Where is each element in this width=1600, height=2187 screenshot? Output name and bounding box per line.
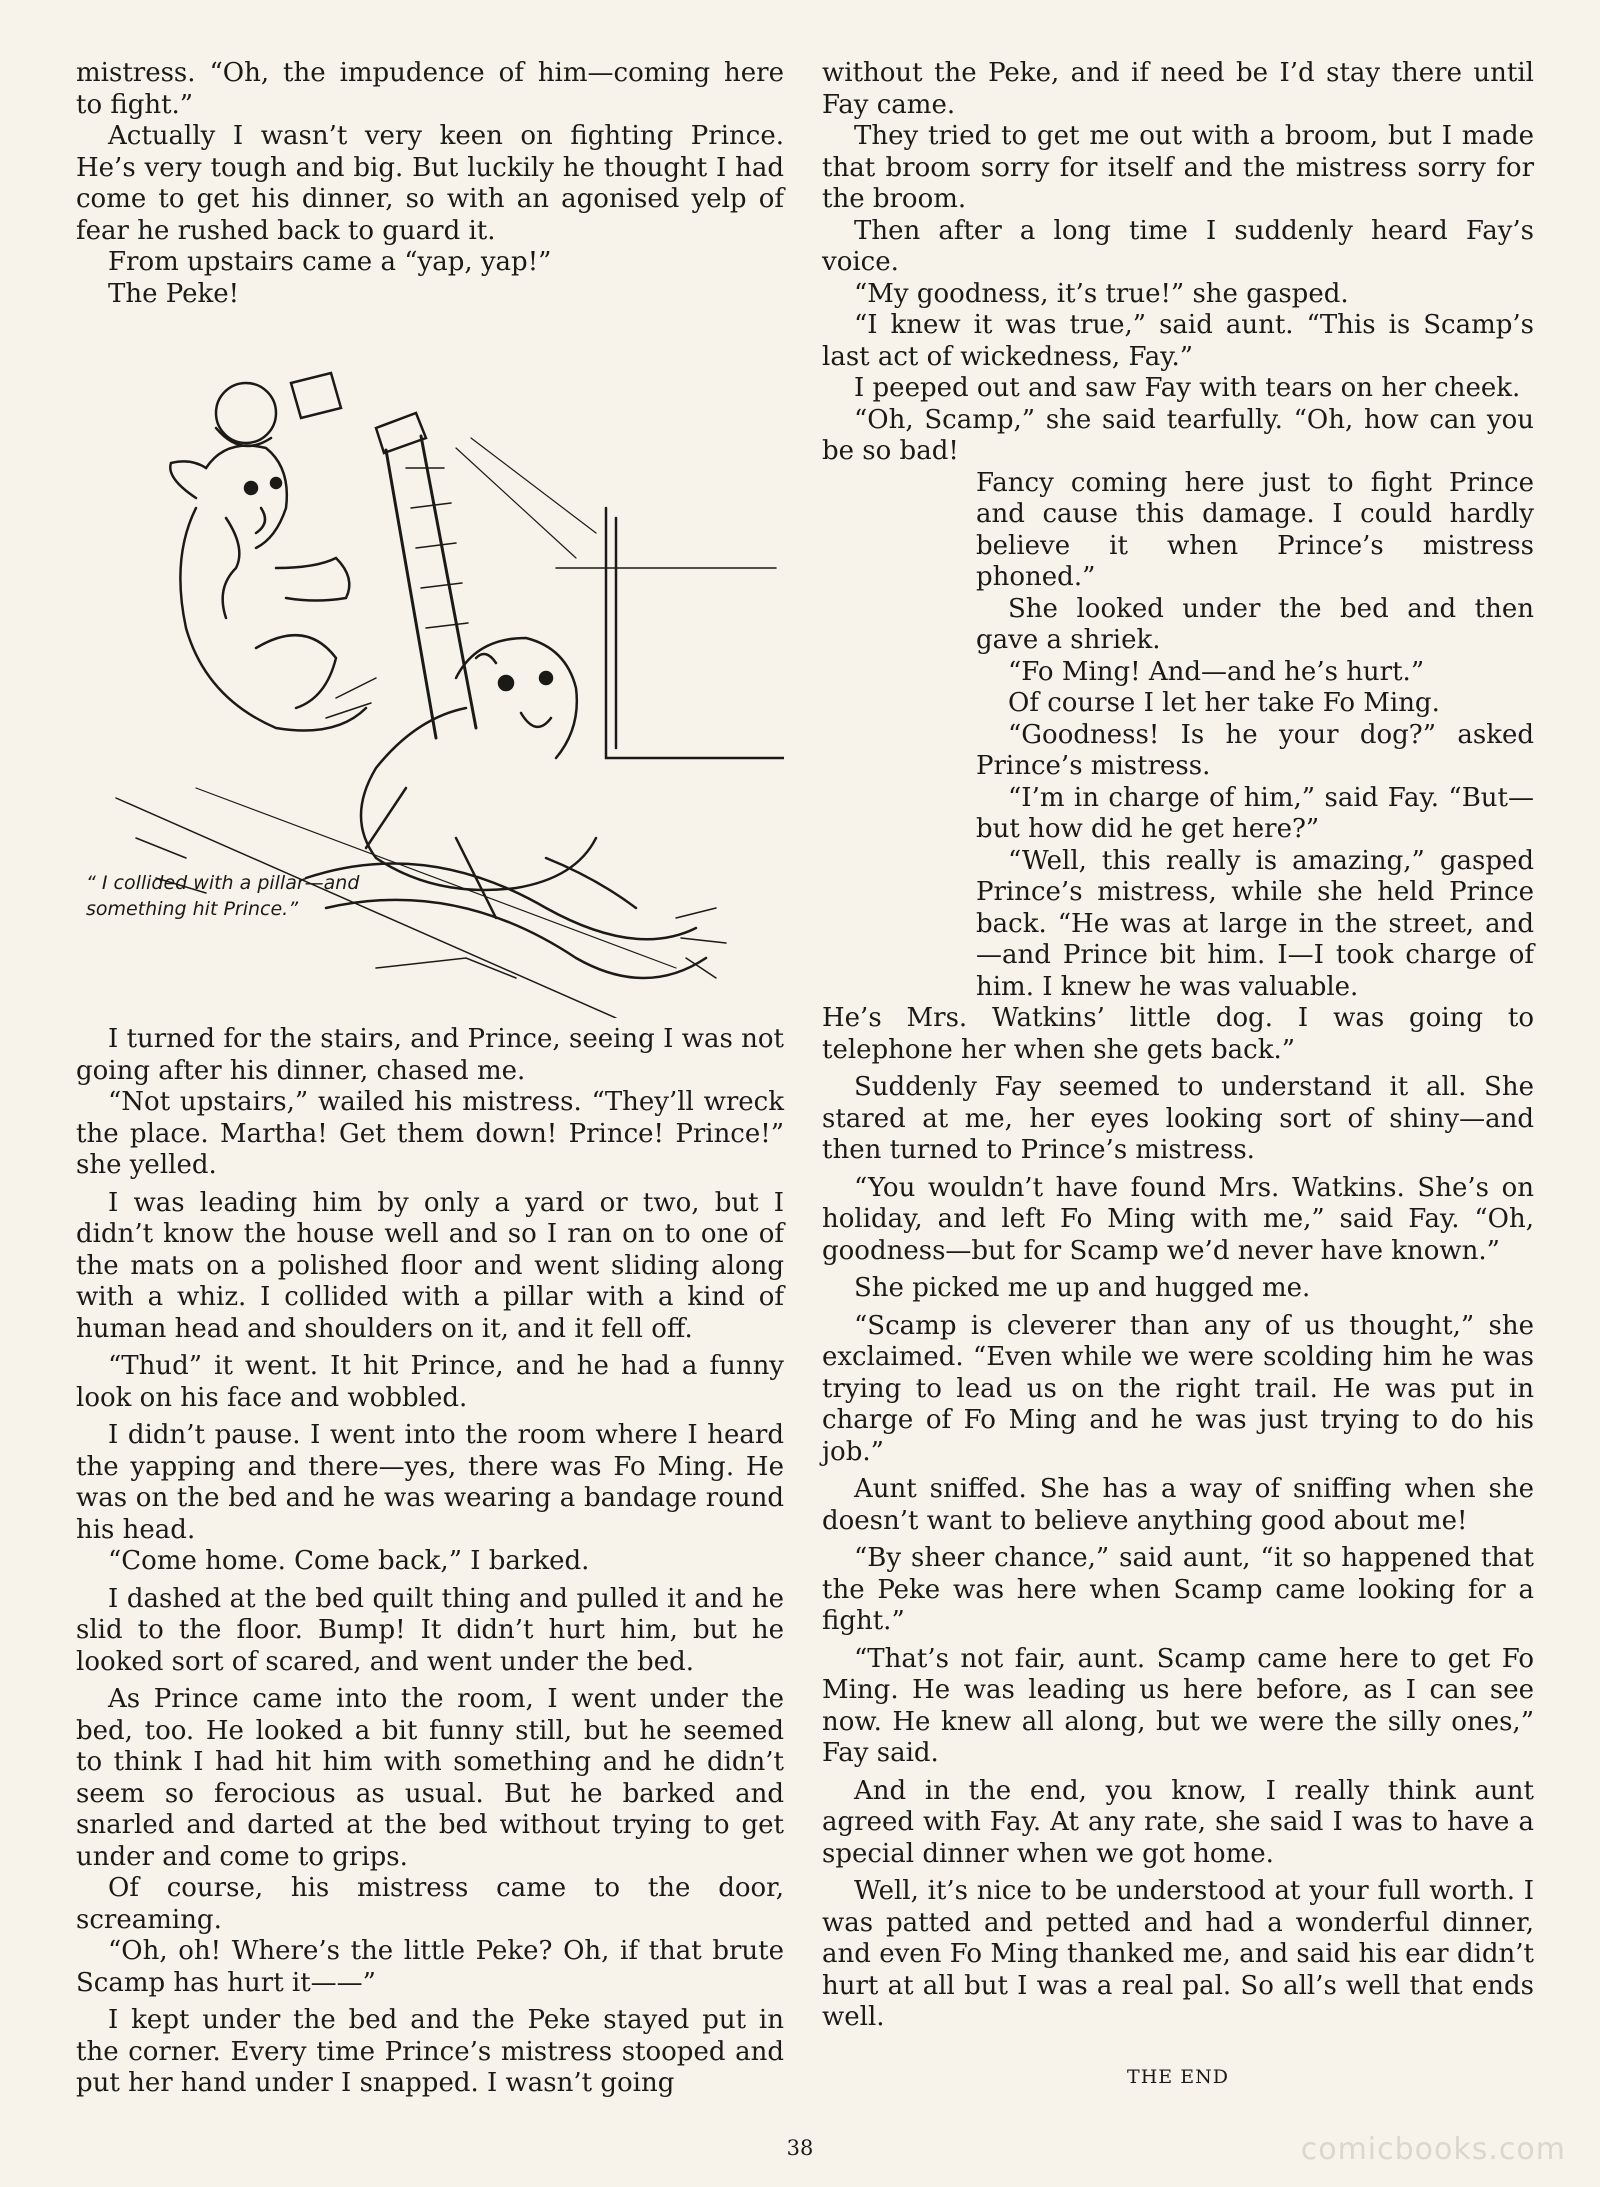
left-column xyxy=(76,58,784,2100)
paragraph: Aunt sniffed. She has a way of sniffing when she doesn’t want to believe anything good about me! xyxy=(822,1474,1534,1536)
paragraph: I kept under the bed and the Peke stayed put in the corner. Every time Prince’s mistress stooped and put her hand under I snapped. I wasn’t going xyxy=(76,2005,784,2098)
paragraph: without the Peke, and if need be I’d stay there until Fay came. xyxy=(822,58,1534,120)
paragraph: Of course, his mistress came to the door, screaming. xyxy=(76,1873,784,1935)
paragraph: He’s Mrs. Watkins’ little dog. I was going to telephone her when she gets back.” xyxy=(822,1003,1534,1065)
paragraph: “I’m in charge of him,” said Fay. “But—but how did he get here?” xyxy=(976,782,1534,844)
paragraph: The Peke! xyxy=(108,278,240,309)
paragraph: “Oh, Scamp,” she said tearfully. “Oh, how can you be so bad! xyxy=(822,404,1534,466)
story-illustration xyxy=(76,318,784,1018)
paragraph: “By sheer chance,” said aunt, “it so happened that the Peke was here when Scamp came looking for a fight.” xyxy=(822,1543,1534,1636)
paragraph: From upstairs came a “yap, yap!” xyxy=(108,247,552,277)
paragraph: She looked under the bed and then gave a shriek. xyxy=(976,593,1534,655)
paragraph: “I knew it was true,” said aunt. “This is Scamp’s last act of wickedness, Fay.” xyxy=(822,310,1534,372)
watermark: comicbooks.com xyxy=(1300,2132,1566,2167)
paragraph: mistress. “Oh, the impudence of him—coming here to fight.” xyxy=(76,58,784,120)
paragraph: “Scamp is cleverer than any of us thought,” she exclaimed. “Even while we were scolding him he was trying to lead us on the right trail. He was put in charge of Fo Ming and he was just trying to do his job.” xyxy=(822,1310,1534,1467)
paragraph: Of course I let her take Fo Ming. xyxy=(1008,688,1440,718)
paragraph: “That’s not fair, aunt. Scamp came here to get Fo Ming. He was leading us here before, as I can see now. He knew all along, but we were the silly ones,” Fay said. xyxy=(822,1643,1534,1768)
paragraph: “My goodness, it’s true!” she gasped. xyxy=(854,278,1349,309)
paragraph: And in the end, you know, I really think aunt agreed with Fay. At any rate, she said I was to have a special dinner when we got home. xyxy=(822,1775,1534,1869)
paragraph: Fancy coming here just to fight Prince and cause this damage. I could hardly believe it when Prince’s mistress phoned.” xyxy=(976,467,1534,592)
paragraph: “Come home. Come back,” I barked. xyxy=(108,1546,590,1576)
paragraph: Then after a long time I suddenly heard Fay’s voice. xyxy=(822,215,1534,277)
paragraph: I didn’t pause. I went into the room where I heard the yapping and there—yes, there was Fo Ming. He was on the bed and he was wearing a bandage round his head. xyxy=(76,1420,784,1545)
paragraph: She picked me up and hugged me. xyxy=(854,1273,1311,1303)
paragraph: As Prince came into the room, I went under the bed, too. He looked a bit funny still, but he seemed to think I had hit him with something and he didn’t seem so ferocious as usual. But he barked and snarled and darted at the bed without trying to get under and come to grips. xyxy=(76,1684,784,1872)
page-number: 38 xyxy=(786,2136,814,2160)
paragraph: “Fo Ming! And—and he’s hurt.” xyxy=(1008,656,1425,687)
paragraph: Well, it’s nice to be understood at your full worth. I was patted and petted and had a wonderful dinner, and even Fo Ming thanked me, and said his ear didn’t hurt at all but I was a real pal. So all’s well that ends well. xyxy=(822,1876,1534,2032)
paragraph: “You wouldn’t have found Mrs. Watkins. She’s on holiday, and left Fo Ming with me,” said Fay. “Oh, goodness—but for Scamp we’d never have known.” xyxy=(822,1172,1534,1266)
paragraph: “Well, this really is amazing,” gasped Prince’s mistress, while she held Prince back. “He was at large in the street, and—and Prince bit him. I—I took charge of him. I knew he was valuable. xyxy=(976,845,1534,1002)
paragraph: They tried to get me out with a broom, but I made that broom sorry for itself and the mistress sorry for the broom. xyxy=(822,121,1534,214)
paragraph: Suddenly Fay seemed to understand it all. She stared at me, her eyes looking sort of shiny—and then turned to Prince’s mistress. xyxy=(822,1072,1534,1165)
illustration-caption: “ I collided with a pillar—and something hit Prince.” xyxy=(86,872,360,920)
right-column xyxy=(822,58,1534,2093)
paragraph: Actually I wasn’t very keen on fighting Prince. He’s very tough and big. But luckily he thought I had come to get his dinner, so with an agonised yelp of fear he rushed back to guard it. xyxy=(76,121,784,246)
paragraph: “Goodness! Is he your dog?” asked Prince’s mistress. xyxy=(976,719,1534,781)
paragraph: I dashed at the bed quilt thing and pulled it and he slid to the floor. Bump! It didn’t hurt him, but he looked sort of scared, and went under the bed. xyxy=(76,1583,784,1677)
paragraph: I turned for the stairs, and Prince, seeing I was not going after his dinner, chased me. xyxy=(76,1024,784,1086)
paragraph: “Oh, oh! Where’s the little Peke? Oh, if that brute Scamp has hurt it——” xyxy=(76,1936,784,1998)
paragraph: I was leading him by only a yard or two, but I didn’t know the house well and so I ran on to one of the mats on a polished floor and went sliding along with a whiz. I collided with a pillar with a kind of human head and shoulders on it, and it fell off. xyxy=(76,1187,784,1344)
paragraph: I peeped out and saw Fay with tears on her cheek. xyxy=(854,373,1521,403)
paragraph: “Not upstairs,” wailed his mistress. “They’ll wreck the place. Martha! Get them down! Prince! Prince!” she yelled. xyxy=(76,1087,784,1180)
paragraph: “Thud” it went. It hit Prince, and he had a funny look on his face and wobbled. xyxy=(76,1351,784,1413)
wrapped-text xyxy=(976,468,1534,1004)
the-end-label: THE END xyxy=(1127,2065,1229,2088)
